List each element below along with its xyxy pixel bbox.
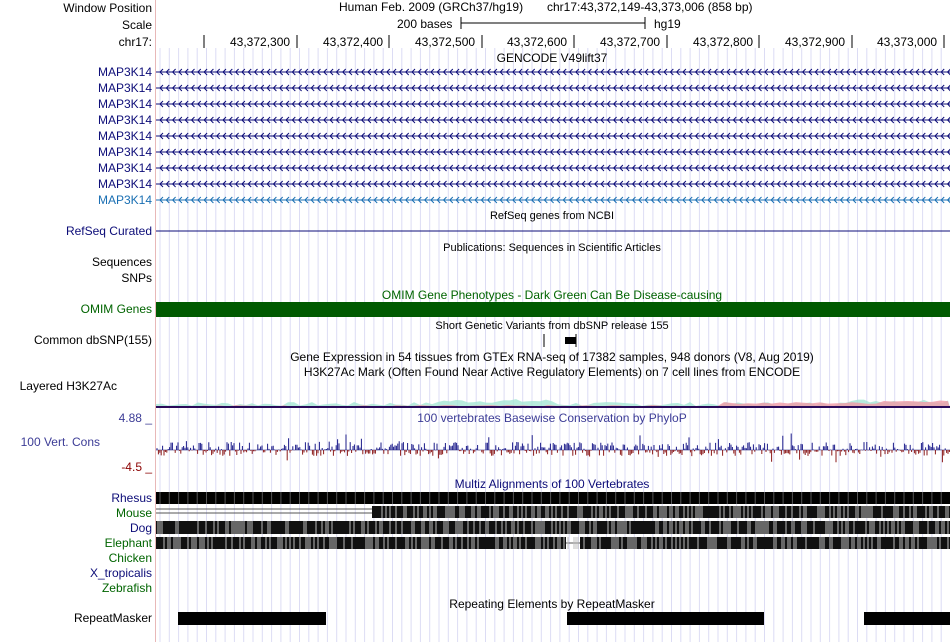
track-image[interactable] <box>156 0 950 642</box>
refseq-title: RefSeq genes from NCBI <box>489 210 615 222</box>
ruler-tick-label: 43,373,000 <box>877 35 938 49</box>
track-labels <box>0 0 155 642</box>
ruler-tick-label: 43,372,800 <box>693 35 754 49</box>
dbsnp-label[interactable]: Common dbSNP(155) <box>33 333 152 347</box>
species-label-dog[interactable]: Dog <box>129 521 152 535</box>
multiz-title: Multiz Alignments of 100 Vertebrates <box>454 477 650 491</box>
gencode-label[interactable]: MAP3K14 <box>97 193 152 207</box>
species-label-chicken[interactable]: Chicken <box>108 551 152 565</box>
gencode-title: GENCODE V49lift37 <box>496 51 608 65</box>
gencode-label[interactable]: MAP3K14 <box>97 177 152 191</box>
phylop-min-label: -4.5 _ <box>121 460 152 474</box>
scale-bar-text: 200 bases <box>397 17 453 31</box>
phylop-negative <box>158 450 949 462</box>
gencode-label[interactable]: MAP3K14 <box>97 113 152 127</box>
scale-db: hg19 <box>654 17 681 31</box>
phylop-label[interactable]: 100 Vert. Cons <box>20 435 100 449</box>
snps-label[interactable]: SNPs <box>121 271 152 285</box>
gtex-title: Gene Expression in 54 tissues from GTEx RNA-seq of 17382 samples, 948 donors (V8, Aug 2019) <box>290 350 814 364</box>
species-label-xtropicalis[interactable]: X_tropicalis <box>89 566 152 580</box>
chrom-label: chr17: <box>118 35 152 49</box>
ruler-tick-label: 43,372,600 <box>507 35 568 49</box>
omim-label[interactable]: OMIM Genes <box>80 302 152 316</box>
publications-title: Publications: Sequences in Scientific Articles <box>443 242 661 254</box>
omim-title: OMIM Gene Phenotypes - Dark Green Can Be Disease-causing <box>381 288 723 302</box>
phylop-max-label: 4.88 _ <box>118 411 152 425</box>
repeat-block <box>178 612 326 625</box>
scale-label: Scale <box>121 18 152 32</box>
rhesus-alignment <box>156 492 950 504</box>
h3k27ac-label[interactable]: Layered H3K27Ac <box>19 379 117 393</box>
dog-alignment <box>156 521 950 534</box>
species-label-zebrafish[interactable]: Zebrafish <box>101 581 152 595</box>
position-text: chr17:43,372,149-43,373,006 (858 bp) <box>547 0 753 14</box>
gencode-label[interactable]: MAP3K14 <box>97 129 152 143</box>
phylop-title: 100 vertebrates Basewise Conservation by PhyloP <box>417 411 687 425</box>
h3k27ac-title: H3K27Ac Mark (Often Found Near Active Regulatory Elements) on 7 cell lines from ENCODE <box>303 365 801 379</box>
gencode-label[interactable]: MAP3K14 <box>97 97 152 111</box>
mouse-alignment <box>372 506 950 518</box>
window-position-label: Window Position <box>63 1 152 15</box>
sequences-label[interactable]: Sequences <box>91 255 152 269</box>
refseq-label[interactable]: RefSeq Curated <box>65 224 152 238</box>
ruler-tick-label: 43,372,500 <box>415 35 476 49</box>
assembly-text: Human Feb. 2009 (GRCh37/hg19) <box>339 0 524 14</box>
snp-block <box>565 337 576 344</box>
gencode-label[interactable]: MAP3K14 <box>97 145 152 159</box>
species-label-elephant[interactable]: Elephant <box>104 536 152 550</box>
species-label-rhesus[interactable]: Rhesus <box>111 491 152 505</box>
ruler-tick-label: 43,372,400 <box>323 35 384 49</box>
repeat-block <box>864 612 950 625</box>
ruler-tick-label: 43,372,900 <box>785 35 846 49</box>
species-label-mouse[interactable]: Mouse <box>115 506 152 520</box>
ruler-tick-label: 43,372,300 <box>230 35 291 49</box>
repeat-block <box>567 612 764 625</box>
dbsnp-title: Short Genetic Variants from dbSNP release 155 <box>435 320 669 332</box>
omim-bar <box>156 302 950 317</box>
gencode-label[interactable]: MAP3K14 <box>97 161 152 175</box>
gencode-label[interactable]: MAP3K14 <box>97 65 152 79</box>
gencode-label[interactable]: MAP3K14 <box>97 81 152 95</box>
ruler-tick-label: 43,372,700 <box>600 35 661 49</box>
repeatmasker-title: Repeating Elements by RepeatMasker <box>449 597 655 611</box>
repeatmasker-label[interactable]: RepeatMasker <box>73 611 152 625</box>
